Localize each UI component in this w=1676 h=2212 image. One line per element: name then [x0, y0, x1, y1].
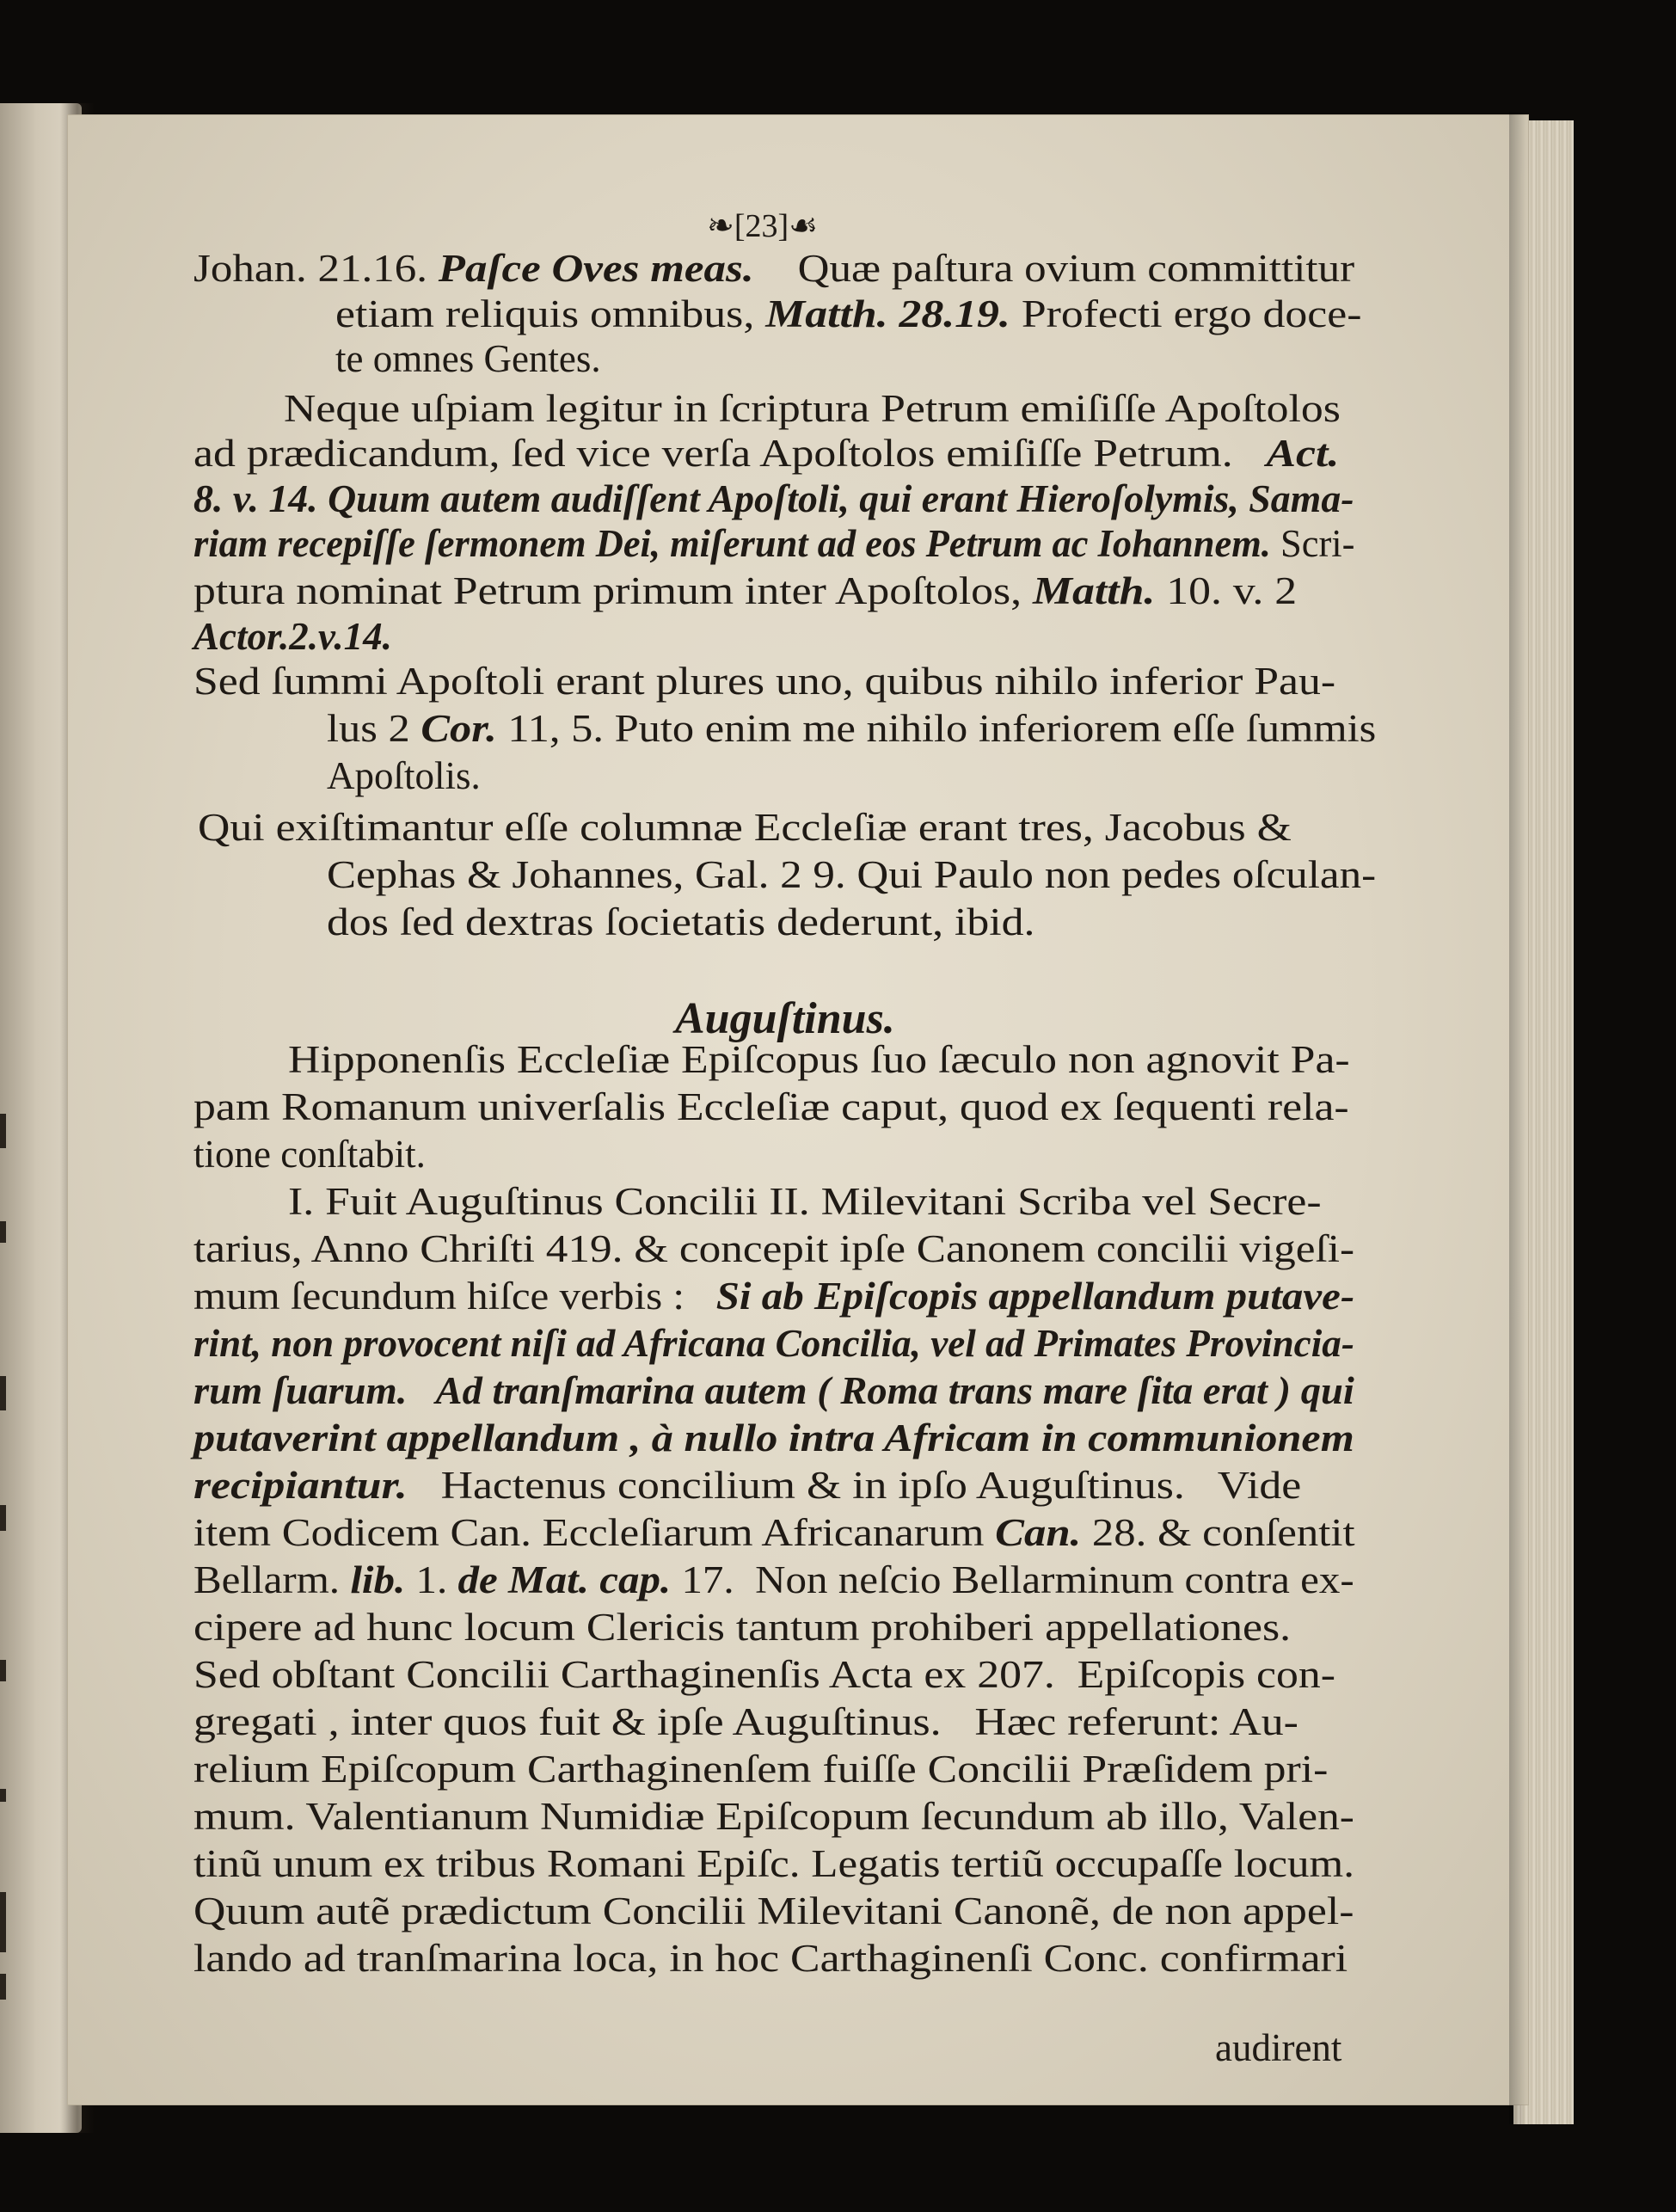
roman-run: tinũ unum ex tribus Romani Epiſc. Legatis tertiũ occupaſſe locum.	[193, 1842, 1354, 1885]
roman-run: Bellarm.	[193, 1558, 351, 1601]
roman-run: Quæ paſtura ovium committitur	[753, 247, 1355, 290]
text-line	[193, 434, 1339, 473]
roman-run: Hactenus concilium & in ipſo Auguſtinus. Vide	[407, 1464, 1302, 1507]
italic-run: 8. v. 14.	[193, 477, 328, 520]
text-line	[193, 1511, 1355, 1554]
roman-run: I. Fuit Auguſtinus Concilii II. Milevitani Scriba vel Secre-	[288, 1180, 1322, 1223]
text-line	[193, 1750, 1328, 1789]
text-line	[193, 1466, 1301, 1505]
roman-run: Johan. 21.16.	[193, 247, 439, 290]
edge-mark	[0, 1505, 6, 1531]
roman-run: 10. v. 2	[1155, 569, 1298, 612]
page-number-header: ❧[23]☙	[707, 208, 819, 244]
text-line	[327, 900, 1035, 943]
roman-run: etiam reliquis omnibus,	[335, 292, 766, 335]
roman-run: pam Romanum univerſalis Eccleſiæ caput, quod ex ſequenti rela-	[193, 1085, 1349, 1128]
text-line	[288, 1180, 1322, 1223]
roman-run: lando ad tranſmarina loca, in hoc Carthaginenſi Conc. confirmari	[193, 1937, 1348, 1980]
roman-run: dos ſed dextras ſocietatis dederunt, ibid.	[327, 900, 1035, 943]
roman-run: 1.	[405, 1558, 458, 1601]
roman-run: Apoſtolis.	[327, 754, 481, 797]
roman-run: Profecti ergo doce-	[1010, 292, 1362, 335]
section-title: Auguſtinus.	[675, 994, 895, 1043]
catchword: audirent	[1215, 2026, 1342, 2069]
roman-run: tione conſtabit.	[193, 1133, 426, 1176]
text-line	[193, 1416, 1354, 1459]
roman-run: ptura nominat Petrum primum inter Apoſtolos,	[193, 569, 1033, 612]
text-line	[193, 1653, 1336, 1696]
roman-run: relium Epiſcopum Carthaginenſem fuiſſe Concilii Præſidem pri-	[193, 1748, 1329, 1791]
text-line	[327, 853, 1377, 896]
roman-run: Sed ſummi Apoſtoli erant plures uno, quibus nihilo inferior Pau-	[193, 660, 1336, 703]
roman-run: mum ſecundum hiſce verbis :	[193, 1275, 716, 1318]
italic-run: Quum autem audiſſent Apoſtoli, qui erant Hieroſolymis, Sama-	[328, 477, 1354, 520]
italic-run: Matth.	[1032, 569, 1156, 612]
text-line	[193, 249, 1354, 288]
text-line	[193, 1608, 1291, 1647]
italic-run: de Mat. cap.	[457, 1558, 672, 1601]
text-line	[193, 1558, 1354, 1601]
italic-run: Si ab Epiſcopis appellandum putave-	[715, 1275, 1355, 1318]
text-line	[193, 522, 1355, 565]
edge-mark	[0, 1660, 6, 1681]
text-line	[327, 707, 1377, 750]
italic-run: Actor.2.v.14.	[193, 615, 392, 658]
edge-mark	[0, 1221, 6, 1243]
italic-run: recipiantur.	[193, 1464, 408, 1507]
text-line	[193, 1227, 1355, 1270]
roman-run: Neque uſpiam legitur in ſcriptura Petrum emiſiſſe Apoſtolos	[284, 387, 1341, 430]
italic-run: riam recepiſſe ſermonem Dei, miſerunt ad eos Petrum ac Iohannem.	[193, 522, 1271, 565]
text-line	[193, 662, 1335, 701]
italic-run: Paſce Oves meas.	[438, 247, 754, 290]
page-edge-shadow	[1509, 112, 1526, 2124]
italic-run: rum ſuarum. Ad tranſmarina autem ( Roma trans mare ſita erat ) qui	[193, 1369, 1354, 1412]
italic-run: Cor.	[421, 707, 497, 750]
roman-run: item Codicem Can. Eccleſiarum Africanarum	[193, 1511, 996, 1554]
roman-run: Scri-	[1270, 522, 1355, 565]
text-line	[193, 569, 1298, 612]
edge-mark	[0, 1789, 6, 1802]
text-line	[327, 754, 481, 797]
roman-run: te omnes Gentes.	[335, 337, 601, 380]
italic-run: lib.	[350, 1558, 406, 1601]
roman-run: Qui exiſtimantur eſſe columnæ Eccleſiæ erant tres, Jacobus &	[198, 806, 1292, 849]
edge-mark	[0, 1114, 6, 1148]
roman-run: Quum autẽ prædictum Concilii Milevitani Canonẽ, de non appel-	[193, 1889, 1354, 1932]
text-line	[193, 615, 392, 658]
italic-run: Can.	[995, 1511, 1082, 1554]
roman-run: Hipponenſis Eccleſiæ Epiſcopus ſuo ſæculo non agnovit Pa-	[288, 1038, 1350, 1081]
text-line	[193, 1369, 1354, 1412]
text-line	[198, 808, 1292, 847]
edge-mark	[0, 1892, 6, 1952]
roman-run: 28. & conſentit	[1081, 1511, 1355, 1554]
roman-run: 11, 5. Puto enim me nihilo inferiorem eſſe ſummis	[496, 707, 1377, 750]
roman-run: cipere ad hunc locum Clericis tantum prohiberi appellationes.	[193, 1606, 1292, 1649]
roman-run: tarius, Anno Chriſti 419. & concepit ipſe Canonem concilii vigeſi-	[193, 1227, 1355, 1270]
roman-run: mum. Valentianum Numidiæ Epiſcopum ſecundum ab illo, Valen-	[193, 1795, 1354, 1838]
text-line	[193, 1842, 1354, 1885]
text-line	[193, 1277, 1354, 1316]
italic-run: rint, non provocent niſi ad Africana Concilia, vel ad Primates Provincia-	[193, 1322, 1354, 1365]
roman-run: Sed obſtant Concilii Carthaginenſis Acta ex 207. Epiſcopis con-	[193, 1653, 1336, 1696]
text-line	[288, 1038, 1350, 1081]
roman-run: lus 2	[327, 707, 421, 750]
roman-run: Cephas & Johannes, Gal. 2 9. Qui Paulo non pedes oſculan-	[327, 853, 1377, 896]
text-line	[193, 1135, 426, 1174]
edge-mark	[0, 1376, 6, 1410]
roman-run: gregati , inter quos fuit & ipſe Auguſtinus. Hæc referunt: Au-	[193, 1700, 1298, 1743]
text-line	[335, 337, 601, 380]
text-line	[193, 477, 1354, 520]
roman-run: 17. Non neſcio Bellarminum contra ex-	[671, 1558, 1354, 1601]
text-line	[193, 1939, 1348, 1978]
text-line	[193, 1797, 1354, 1836]
text-line	[284, 387, 1341, 430]
text-line	[193, 1889, 1354, 1932]
text-line	[193, 1700, 1298, 1743]
roman-run: ad prædicandum, ſed vice verſa Apoſtolos emiſiſſe Petrum.	[193, 432, 1267, 475]
italic-run: Matth. 28.19.	[765, 292, 1010, 335]
italic-run: putaverint appellandum , à nullo intra Africam in communionem	[193, 1416, 1354, 1459]
text-line	[193, 1324, 1354, 1363]
edge-mark	[0, 1974, 6, 2000]
italic-run: Act.	[1266, 432, 1340, 475]
text-line	[193, 1085, 1349, 1128]
text-line	[335, 292, 1362, 335]
